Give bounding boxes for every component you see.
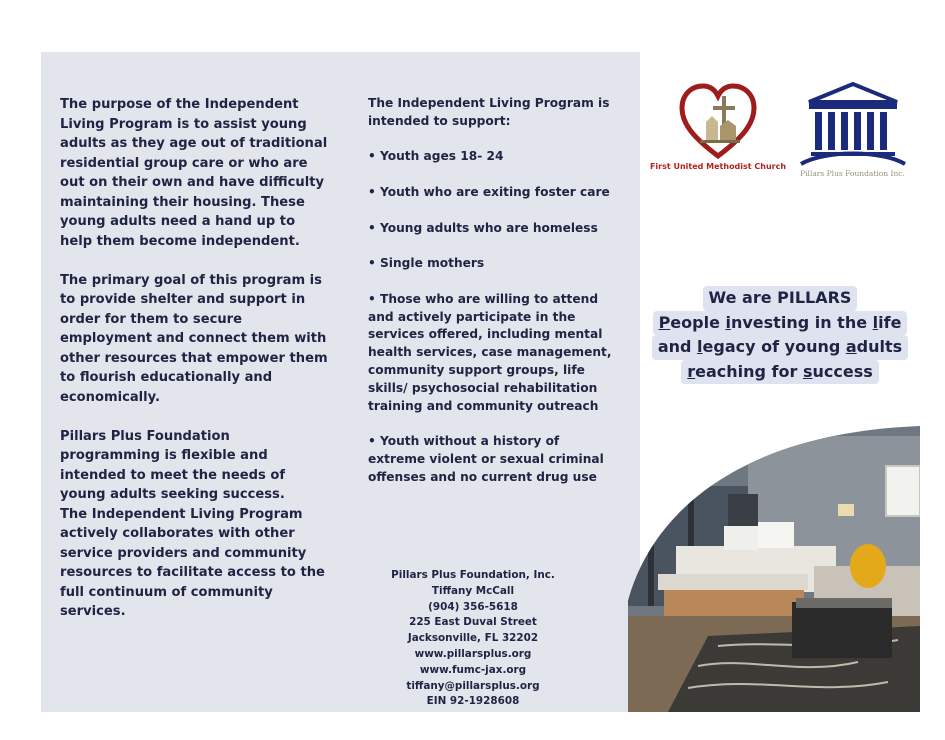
pillars-heading: We are PILLARS xyxy=(703,286,858,311)
acronym-letter: P xyxy=(658,312,671,332)
acronym-letter: a xyxy=(845,337,857,356)
pillars-line-reaching xyxy=(681,360,879,385)
bedroom-photo xyxy=(628,426,920,712)
acronym-text: egacy of young xyxy=(702,337,846,356)
contact-name: Tiffany McCall xyxy=(431,584,515,597)
bullet-item: • Youth without a history of extreme violent or sexual criminal offenses and no current drug use xyxy=(368,434,604,484)
church-logo xyxy=(648,82,788,182)
purpose-paragraph: The purpose of the Independent Living Program is to assist young adults as they age out of traditional residential group care or who are out on their own and have difficulty maintaining their housing. These young adults need a hand up to help them become independent. xyxy=(60,97,328,249)
acronym-letter: l xyxy=(697,337,703,356)
contact-website-pillars[interactable]: www.pillarsplus.org xyxy=(414,647,532,660)
pillars-temple-icon xyxy=(795,80,911,168)
acronym-text: dults xyxy=(856,337,903,356)
bullet-item: • Young adults who are homeless xyxy=(368,220,598,235)
goal-paragraph: The primary goal of this program is to provide shelter and support in order for them to secure employment and connect them with other resources that empower them to flourish educationally and economically. xyxy=(60,272,328,405)
contact-org: Pillars Plus Foundation, Inc. xyxy=(391,569,555,581)
contact-street: 225 East Duval Street xyxy=(409,616,537,629)
acronym-text: eople xyxy=(670,312,726,332)
pillars-line-legacy xyxy=(652,335,908,360)
bullet-item: • Youth who are exiting foster care xyxy=(368,184,610,199)
acronym-letter: r xyxy=(687,361,696,381)
middle-column xyxy=(368,95,616,504)
bullet-item: • Those who are willing to attend and actively participate in the services offered, including mental health services, case management, community support groups, life skills/ psychosocial rehabilitation training and community outreach xyxy=(368,291,612,413)
acronym-text: and xyxy=(657,337,698,356)
contact-city: Jacksonville, FL 32202 xyxy=(407,632,539,645)
foundation-name-text: Pillars Plus Foundation Inc. xyxy=(800,169,905,178)
acronym-text: ife xyxy=(878,312,902,332)
bullet-item: • Youth ages 18- 24 xyxy=(368,149,504,164)
contact-phone: (904) 356-5618 xyxy=(428,600,518,613)
heart-cross-icon xyxy=(676,82,760,160)
acronym-letter: l xyxy=(872,312,879,332)
collaboration-paragraph: The Independent Living Program actively collaborates with other service providers and community resources to facilitate access to the full continuum of community services. xyxy=(60,506,325,619)
acronym-text: nvesting in the xyxy=(730,312,873,332)
contact-ein: EIN 92-1928608 xyxy=(426,695,520,708)
church-name-text: First United Methodist Church xyxy=(649,162,787,171)
acronym-text: uccess xyxy=(812,361,873,381)
acronym-letter: i xyxy=(725,312,731,332)
acronym-letter: s xyxy=(802,361,813,381)
foundation-logo xyxy=(790,80,915,185)
pillars-acronym-box xyxy=(640,286,920,384)
pillars-line-people xyxy=(653,311,908,336)
contact-website-fumc[interactable]: www.fumc-jax.org xyxy=(419,663,527,676)
bullet-item: • Single mothers xyxy=(368,256,485,271)
acronym-text: eaching for xyxy=(695,361,803,381)
support-intro: The Independent Living Program is intended to support: xyxy=(368,96,610,128)
contact-block xyxy=(380,568,566,710)
contact-email[interactable]: tiffany@pillarsplus.org xyxy=(406,679,540,692)
programming-paragraph: Pillars Plus Foundation programming is flexible and intended to meet the needs of young adults seeking success. xyxy=(60,428,286,502)
left-column xyxy=(60,95,330,641)
